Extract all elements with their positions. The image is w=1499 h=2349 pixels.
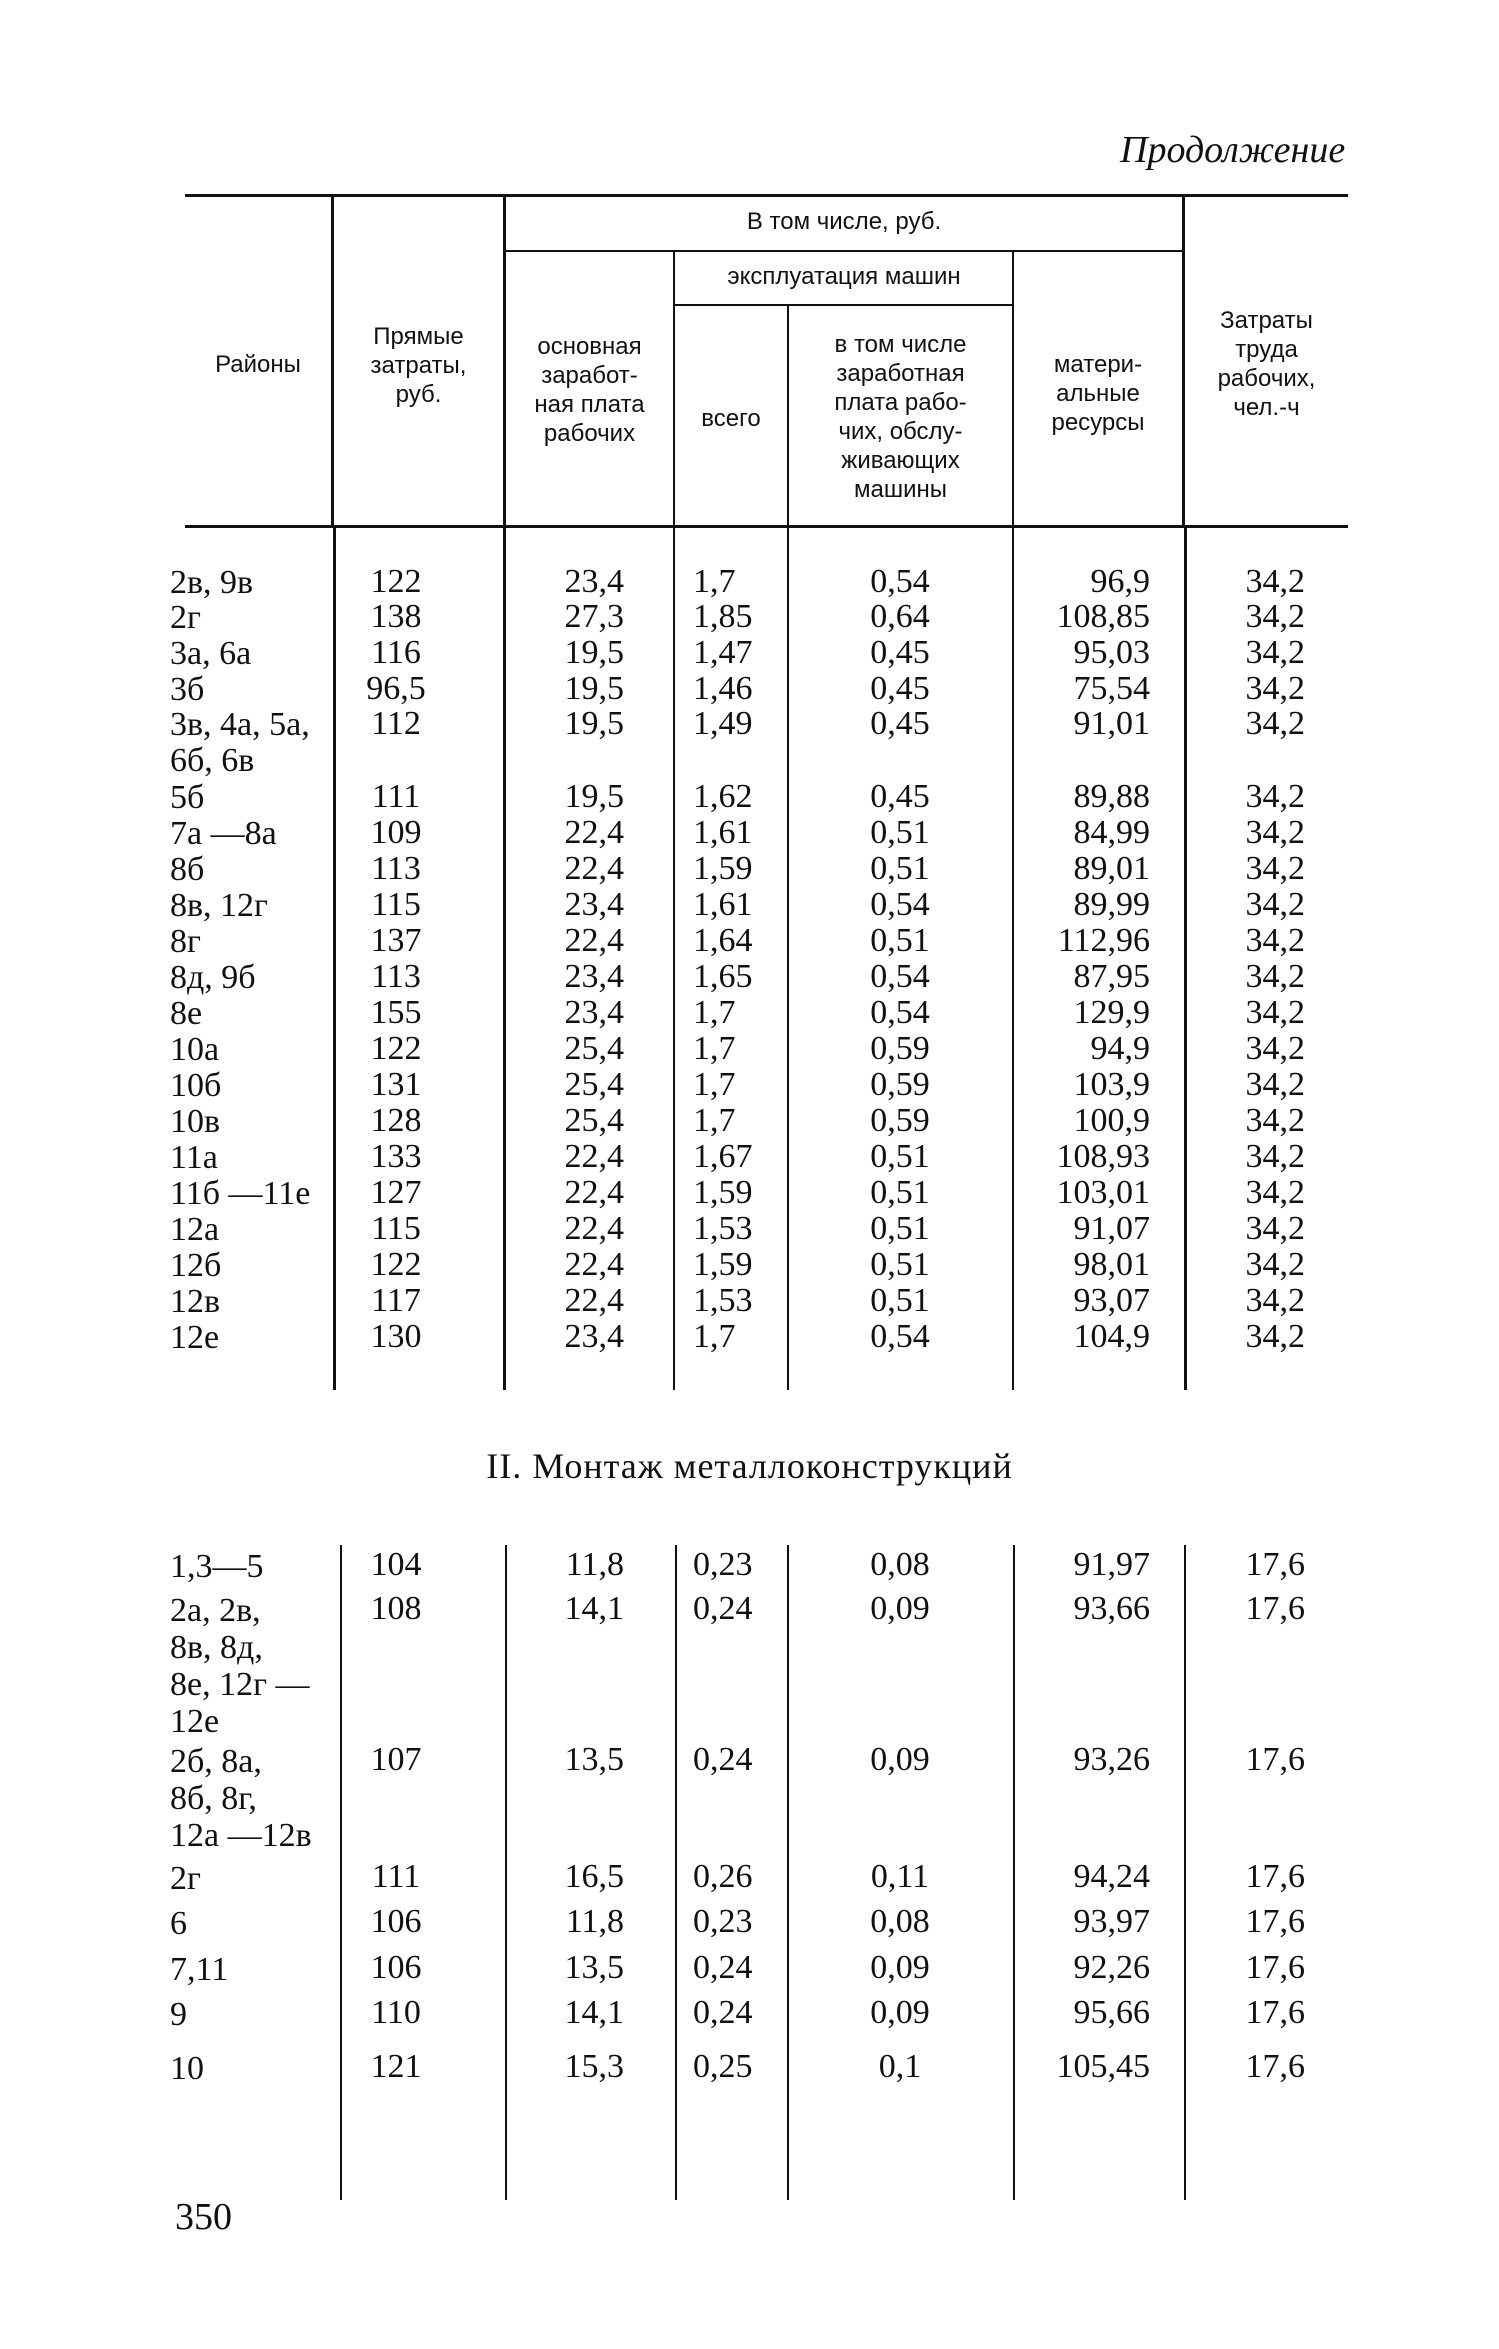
mwage-cell: 0,51 <box>870 922 930 959</box>
labor-cell: 34,2 <box>1245 886 1305 923</box>
labor-cell: 34,2 <box>1245 1282 1305 1319</box>
region-cell: 5б <box>170 779 205 816</box>
direct-cell: 137 <box>370 922 422 959</box>
materials-cell: 91,97 <box>1073 1546 1150 1583</box>
mwage-cell: 0,59 <box>870 1102 930 1139</box>
direct-cell: 116 <box>371 634 421 671</box>
total-cell: 1,61 <box>693 886 753 923</box>
header-bottom-rule <box>185 525 1348 528</box>
total-cell: 1,59 <box>693 850 753 887</box>
mwage-cell: 0,45 <box>870 634 930 671</box>
region-cell: 10а <box>170 1031 220 1068</box>
header-vline-3 <box>673 252 675 526</box>
direct-cell: 127 <box>370 1174 422 1211</box>
mwage-cell: 0,51 <box>870 1282 930 1319</box>
s2-vline-3 <box>675 1545 677 2200</box>
labor-cell: 17,6 <box>1245 1858 1305 1895</box>
header-labor: Затраты труда рабочих, чел.-ч <box>1217 307 1316 421</box>
direct-cell: 128 <box>370 1102 422 1139</box>
direct-cell: 113 <box>371 850 421 887</box>
mwage-cell: 0,54 <box>870 994 930 1031</box>
region-cell: 3в, 4а, 5а, 6б, 6в <box>170 706 310 779</box>
direct-cell: 121 <box>370 2048 422 2085</box>
region-cell: 12б <box>170 1247 222 1284</box>
wage-cell: 19,5 <box>564 705 624 742</box>
materials-cell: 103,9 <box>1073 1066 1150 1103</box>
materials-cell: 108,85 <box>1056 598 1150 635</box>
wage-cell: 22,4 <box>564 1138 624 1175</box>
wage-cell: 23,4 <box>564 994 624 1031</box>
including-rule <box>505 250 1183 252</box>
region-cell: 2а, 2в, 8в, 8д, 8е, 12г — 12е <box>170 1592 310 1740</box>
labor-cell: 34,2 <box>1245 994 1305 1031</box>
materials-cell: 105,45 <box>1056 2048 1150 2085</box>
wage-cell: 11,8 <box>565 1903 624 1940</box>
header-total: всего <box>701 405 761 432</box>
total-cell: 1,67 <box>693 1138 753 1175</box>
total-cell: 0,24 <box>693 1994 753 2031</box>
region-cell: 6 <box>170 1905 187 1942</box>
materials-cell: 93,07 <box>1073 1282 1150 1319</box>
direct-cell: 130 <box>370 1318 422 1355</box>
mwage-cell: 0,59 <box>870 1030 930 1067</box>
materials-cell: 98,01 <box>1073 1246 1150 1283</box>
s1-vline-3 <box>673 528 675 1390</box>
header-machine-wage: в том числе заработная плата рабо- чих, обслу- живающих машины <box>834 331 967 503</box>
region-cell: 8д, 9б <box>170 959 256 996</box>
s1-vline-4 <box>787 528 789 1390</box>
labor-cell: 34,2 <box>1245 1174 1305 1211</box>
materials-cell: 91,07 <box>1073 1210 1150 1247</box>
region-cell: 12в <box>170 1283 221 1320</box>
wage-cell: 11,8 <box>565 1546 624 1583</box>
labor-cell: 34,2 <box>1245 1138 1305 1175</box>
wage-cell: 22,4 <box>564 922 624 959</box>
mwage-cell: 0,51 <box>870 1246 930 1283</box>
mwage-cell: 0,54 <box>870 958 930 995</box>
header-direct-costs: Прямые затраты, руб. <box>370 323 467 408</box>
total-cell: 1,7 <box>693 1066 736 1103</box>
region-cell: 8е <box>170 995 203 1032</box>
materials-cell: 100,9 <box>1073 1102 1150 1139</box>
mwage-cell: 0,51 <box>870 1138 930 1175</box>
region-cell: 1,3—5 <box>170 1548 264 1585</box>
region-cell: 11б —11е <box>170 1175 311 1212</box>
labor-cell: 17,6 <box>1245 1949 1305 1986</box>
materials-cell: 95,66 <box>1073 1994 1150 2031</box>
direct-cell: 106 <box>370 1949 422 1986</box>
mwage-cell: 0,09 <box>870 1949 930 1986</box>
mwage-cell: 0,54 <box>870 563 930 600</box>
wage-cell: 25,4 <box>564 1066 624 1103</box>
materials-cell: 89,01 <box>1073 850 1150 887</box>
total-cell: 1,65 <box>693 958 753 995</box>
mwage-cell: 0,51 <box>870 814 930 851</box>
wage-cell: 23,4 <box>564 1318 624 1355</box>
total-cell: 0,25 <box>693 2048 753 2085</box>
direct-cell: 131 <box>370 1066 422 1103</box>
wage-cell: 16,5 <box>564 1858 624 1895</box>
region-cell: 11а <box>170 1139 218 1176</box>
total-cell: 0,23 <box>693 1546 753 1583</box>
wage-cell: 27,3 <box>564 598 624 635</box>
direct-cell: 96,5 <box>366 670 426 707</box>
header-regions: Районы <box>215 351 301 378</box>
direct-cell: 155 <box>370 994 422 1031</box>
total-cell: 1,7 <box>693 1030 736 1067</box>
direct-cell: 115 <box>371 1210 421 1247</box>
wage-cell: 19,5 <box>564 634 624 671</box>
labor-cell: 17,6 <box>1245 1546 1305 1583</box>
direct-cell: 138 <box>370 598 422 635</box>
total-cell: 1,53 <box>693 1210 753 1247</box>
wage-cell: 19,5 <box>564 778 624 815</box>
mwage-cell: 0,51 <box>870 1210 930 1247</box>
direct-cell: 110 <box>371 1994 421 2031</box>
labor-cell: 17,6 <box>1245 1994 1305 2031</box>
mwage-cell: 0,51 <box>870 1174 930 1211</box>
mwage-cell: 0,45 <box>870 705 930 742</box>
materials-cell: 84,99 <box>1073 814 1150 851</box>
wage-cell: 25,4 <box>564 1030 624 1067</box>
total-cell: 1,46 <box>693 670 753 707</box>
mwage-cell: 0,11 <box>870 1858 930 1895</box>
total-cell: 1,62 <box>693 778 753 815</box>
direct-cell: 115 <box>371 886 421 923</box>
direct-cell: 122 <box>370 1030 422 1067</box>
wage-cell: 22,4 <box>564 850 624 887</box>
labor-cell: 34,2 <box>1245 670 1305 707</box>
section2-title: II. Монтаж металлоконструкций <box>486 1446 1013 1486</box>
labor-cell: 34,2 <box>1245 598 1305 635</box>
wage-cell: 13,5 <box>564 1949 624 1986</box>
region-cell: 8г <box>170 923 201 960</box>
wage-cell: 23,4 <box>564 886 624 923</box>
materials-cell: 103,01 <box>1056 1174 1150 1211</box>
region-cell: 12е <box>170 1319 220 1356</box>
region-cell: 2б, 8а, 8б, 8г, 12а —12в <box>170 1743 312 1854</box>
mwage-cell: 0,45 <box>870 670 930 707</box>
materials-cell: 75,54 <box>1073 670 1150 707</box>
materials-cell: 96,9 <box>1090 563 1150 600</box>
region-cell: 10б <box>170 1067 222 1104</box>
header-materials: матери- альные ресурсы <box>1051 351 1145 436</box>
region-cell: 9 <box>170 1996 187 2033</box>
direct-cell: 122 <box>370 1246 422 1283</box>
labor-cell: 34,2 <box>1245 1030 1305 1067</box>
direct-cell: 107 <box>370 1741 422 1778</box>
mwage-cell: 0,09 <box>870 1994 930 2031</box>
labor-cell: 34,2 <box>1245 634 1305 671</box>
labor-cell: 34,2 <box>1245 958 1305 995</box>
mwage-cell: 0,45 <box>870 778 930 815</box>
mwage-cell: 0,09 <box>870 1741 930 1778</box>
region-cell: 12а <box>170 1211 220 1248</box>
mwage-cell: 0,51 <box>870 850 930 887</box>
direct-cell: 111 <box>371 778 421 815</box>
labor-cell: 34,2 <box>1245 778 1305 815</box>
labor-cell: 17,6 <box>1245 1741 1305 1778</box>
wage-cell: 19,5 <box>564 670 624 707</box>
total-cell: 1,7 <box>693 1318 736 1355</box>
header-including: В том числе, руб. <box>746 208 942 235</box>
wage-cell: 15,3 <box>564 2048 624 2085</box>
region-cell: 3а, 6а <box>170 635 252 672</box>
total-cell: 0,24 <box>693 1741 753 1778</box>
total-cell: 0,26 <box>693 1858 753 1895</box>
total-cell: 1,53 <box>693 1282 753 1319</box>
region-cell: 7а —8а <box>170 815 277 852</box>
wage-cell: 22,4 <box>564 814 624 851</box>
labor-cell: 34,2 <box>1245 814 1305 851</box>
wage-cell: 14,1 <box>564 1994 624 2031</box>
total-cell: 1,7 <box>693 994 736 1031</box>
materials-cell: 95,03 <box>1073 634 1150 671</box>
direct-cell: 133 <box>370 1138 422 1175</box>
materials-cell: 93,26 <box>1073 1741 1150 1778</box>
region-cell: 2г <box>170 1860 201 1897</box>
region-cell: 2в, 9в <box>170 564 254 601</box>
region-cell: 10 <box>170 2050 204 2087</box>
header-base-wage: основная заработ- ная плата рабочих <box>534 333 645 447</box>
materials-cell: 91,01 <box>1073 705 1150 742</box>
materials-cell: 93,97 <box>1073 1903 1150 1940</box>
mwage-cell: 0,59 <box>870 1066 930 1103</box>
total-cell: 1,64 <box>693 922 753 959</box>
total-cell: 0,23 <box>693 1903 753 1940</box>
direct-cell: 113 <box>371 958 421 995</box>
total-cell: 1,49 <box>693 705 753 742</box>
total-cell: 1,47 <box>693 634 753 671</box>
labor-cell: 17,6 <box>1245 1903 1305 1940</box>
continuation-label: Продолжение <box>1120 129 1346 171</box>
labor-cell: 34,2 <box>1245 1210 1305 1247</box>
machine-group-rule <box>675 304 1013 306</box>
direct-cell: 104 <box>370 1546 422 1583</box>
labor-cell: 17,6 <box>1245 1590 1305 1627</box>
total-cell: 1,85 <box>693 598 753 635</box>
labor-cell: 34,2 <box>1245 1102 1305 1139</box>
direct-cell: 117 <box>371 1282 421 1319</box>
total-cell: 1,59 <box>693 1174 753 1211</box>
labor-cell: 34,2 <box>1245 1246 1305 1283</box>
materials-cell: 89,99 <box>1073 886 1150 923</box>
materials-cell: 87,95 <box>1073 958 1150 995</box>
total-cell: 0,24 <box>693 1590 753 1627</box>
mwage-cell: 0,1 <box>878 2048 922 2085</box>
s2-vline-4 <box>787 1545 789 2200</box>
labor-cell: 17,6 <box>1245 2048 1305 2085</box>
mwage-cell: 0,54 <box>870 886 930 923</box>
wage-cell: 25,4 <box>564 1102 624 1139</box>
total-cell: 1,61 <box>693 814 753 851</box>
mwage-cell: 0,54 <box>870 1318 930 1355</box>
region-cell: 8б <box>170 851 205 888</box>
total-cell: 1,7 <box>693 1102 736 1139</box>
region-cell: 2г <box>170 599 201 636</box>
direct-cell: 109 <box>370 814 422 851</box>
total-cell: 1,7 <box>693 563 736 600</box>
page-number: 350 <box>175 2196 232 2238</box>
table-top-rule <box>185 194 1348 197</box>
materials-cell: 93,66 <box>1073 1590 1150 1627</box>
materials-cell: 104,9 <box>1073 1318 1150 1355</box>
header-machine-operation: эксплуатация машин <box>727 263 961 290</box>
wage-cell: 22,4 <box>564 1210 624 1247</box>
wage-cell: 22,4 <box>564 1282 624 1319</box>
wage-cell: 14,1 <box>564 1590 624 1627</box>
mwage-cell: 0,08 <box>870 1546 930 1583</box>
labor-cell: 34,2 <box>1245 922 1305 959</box>
direct-cell: 106 <box>370 1903 422 1940</box>
region-cell: 7,11 <box>170 1951 229 1988</box>
direct-cell: 112 <box>371 705 421 742</box>
direct-cell: 122 <box>370 563 422 600</box>
wage-cell: 23,4 <box>564 563 624 600</box>
region-cell: 10в <box>170 1103 221 1140</box>
wage-cell: 13,5 <box>564 1741 624 1778</box>
region-cell: 8в, 12г <box>170 887 268 924</box>
labor-cell: 34,2 <box>1245 705 1305 742</box>
wage-cell: 23,4 <box>564 958 624 995</box>
materials-cell: 94,9 <box>1090 1030 1150 1067</box>
materials-cell: 108,93 <box>1056 1138 1150 1175</box>
wage-cell: 22,4 <box>564 1174 624 1211</box>
labor-cell: 34,2 <box>1245 1066 1305 1103</box>
total-cell: 0,24 <box>693 1949 753 1986</box>
labor-cell: 34,2 <box>1245 563 1305 600</box>
direct-cell: 108 <box>370 1590 422 1627</box>
mwage-cell: 0,09 <box>870 1590 930 1627</box>
mwage-cell: 0,08 <box>870 1903 930 1940</box>
materials-cell: 112,96 <box>1057 922 1150 959</box>
materials-cell: 129,9 <box>1073 994 1150 1031</box>
total-cell: 1,59 <box>693 1246 753 1283</box>
wage-cell: 22,4 <box>564 1246 624 1283</box>
labor-cell: 34,2 <box>1245 1318 1305 1355</box>
direct-cell: 111 <box>371 1858 421 1895</box>
s2-vline-6 <box>1184 1545 1186 2200</box>
labor-cell: 34,2 <box>1245 850 1305 887</box>
materials-cell: 94,24 <box>1073 1858 1150 1895</box>
mwage-cell: 0,64 <box>870 598 930 635</box>
materials-cell: 89,88 <box>1073 778 1150 815</box>
materials-cell: 92,26 <box>1073 1949 1150 1986</box>
region-cell: 3б <box>170 671 205 708</box>
